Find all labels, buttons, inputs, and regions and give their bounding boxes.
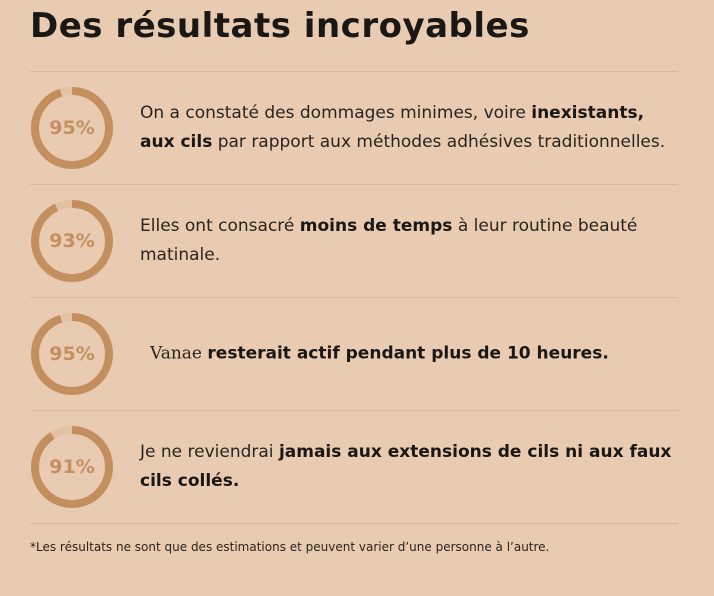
progress-ring [30, 425, 114, 509]
result-row-3 [30, 298, 678, 410]
result-text [140, 212, 676, 270]
result-text [150, 340, 686, 369]
percent-label: 93% [49, 230, 95, 252]
footnote: *Les résultats ne sont que des estimations et peuvent varier d’une personne à l’autre. [30, 540, 550, 554]
result-text-regular: Je ne reviendrai [140, 442, 279, 462]
percent-label: 91% [49, 456, 95, 478]
result-text-regular: par rapport aux méthodes adhésives traditionnelles. [212, 132, 666, 152]
result-text-bold: inexistants, aux cils [140, 103, 645, 152]
result-text-regular: Vanae [150, 343, 208, 364]
result-row-4 [30, 411, 678, 523]
result-text-bold: moins de temps [299, 216, 453, 236]
result-text [140, 99, 676, 157]
percent-label: 95% [49, 117, 95, 139]
result-text-regular: à leur routine beauté matinale. [140, 216, 638, 265]
result-text-regular: Elles ont consacré [140, 216, 300, 236]
results-list [30, 71, 678, 524]
progress-ring [30, 199, 114, 283]
progress-ring [30, 86, 114, 170]
result-text-bold: jamais aux extensions de cils ni aux faux cils collés. [140, 442, 672, 491]
result-text-regular: On a constaté des dommages minimes, voire [140, 103, 532, 123]
result-row-1 [30, 72, 678, 184]
result-text-bold: resterait actif pendant plus de 10 heures. [207, 343, 609, 364]
progress-ring [30, 312, 114, 396]
divider [30, 523, 678, 524]
percent-label: 95% [49, 343, 95, 365]
result-text [140, 438, 676, 496]
page-title: Des résultats incroyables [30, 6, 530, 46]
result-row-2 [30, 185, 678, 297]
